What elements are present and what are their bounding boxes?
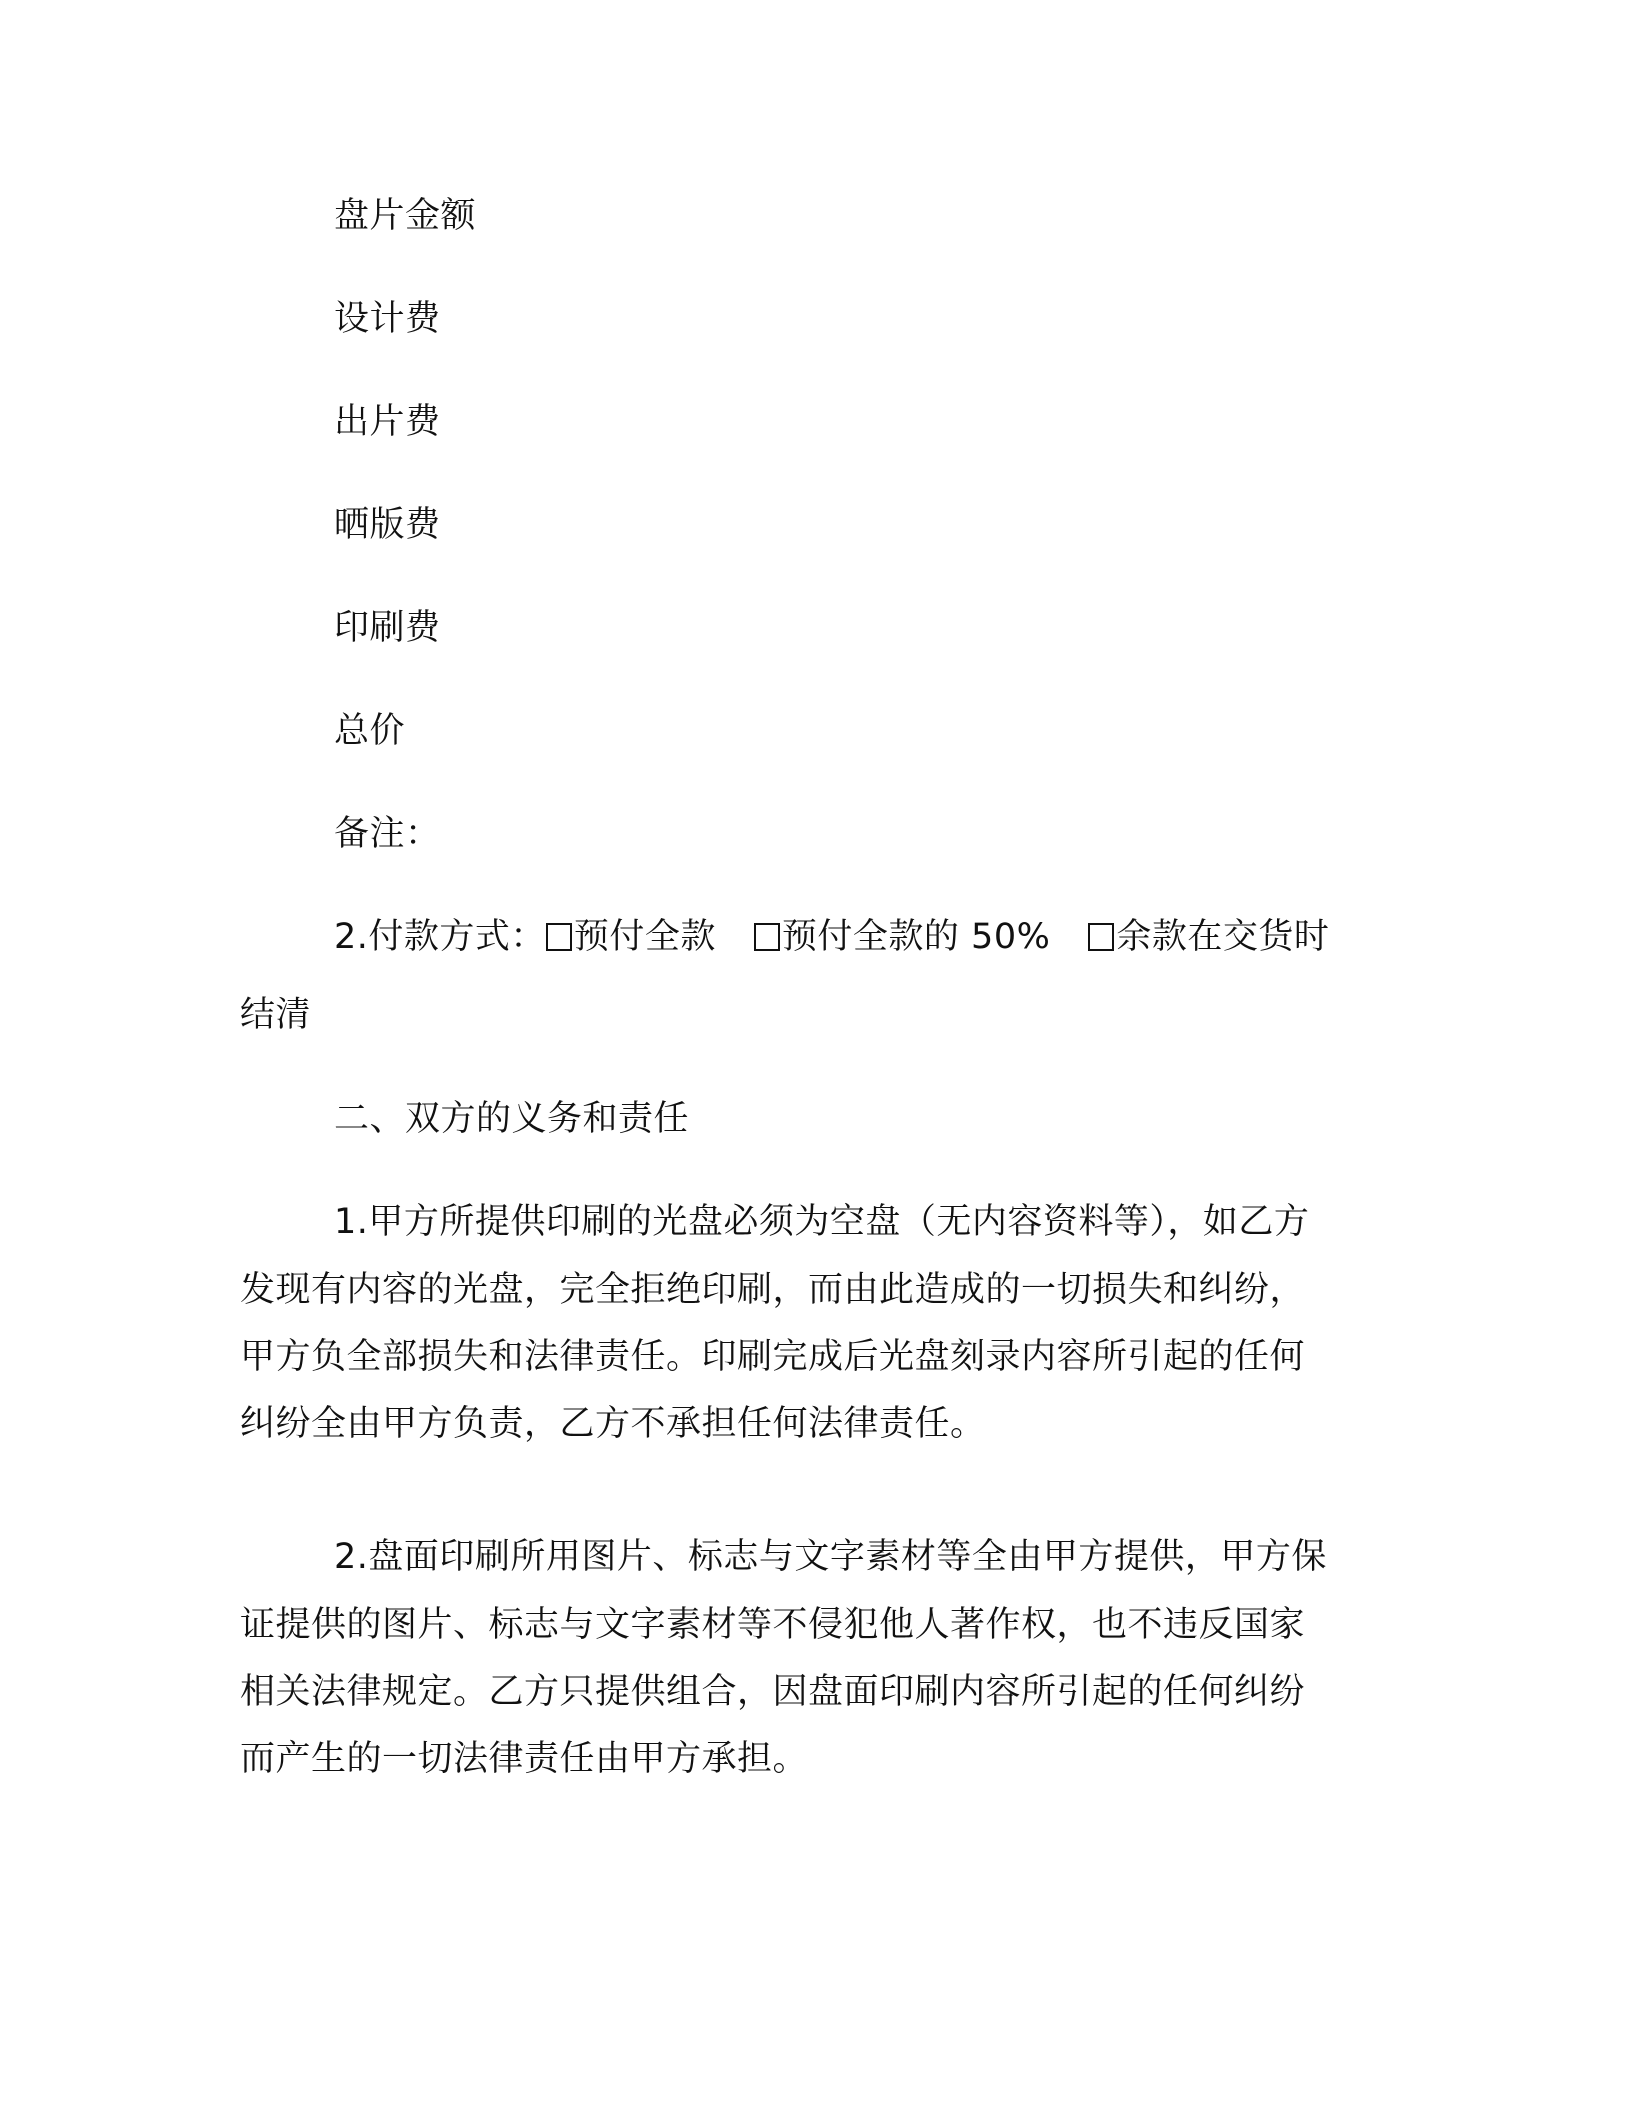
payment-option-full: 预付全款: [573, 917, 716, 957]
payment-option-balance: 余款在交货时: [1116, 917, 1330, 957]
checkbox-icon[interactable]: [546, 923, 572, 951]
checkbox-icon[interactable]: [754, 923, 780, 951]
clause1-line3: 甲方负全部损失和法律责任。印刷完成后光盘刻录内容所引起的任何: [240, 1337, 1306, 1377]
fee-item-plate-fee: 晒版费: [334, 505, 441, 545]
payment-option-half: 预付全款的 50%: [781, 917, 1051, 957]
clause2-line1: 2.盘面印刷所用图片、标志与文字素材等全由甲方提供，甲方保: [334, 1537, 1327, 1577]
fee-item-disc-amount: 盘片金额: [334, 196, 477, 236]
checkbox-icon[interactable]: [1088, 923, 1114, 951]
clause1-line2: 发现有内容的光盘，完全拒绝印刷，而由此造成的一切损失和纠纷，: [240, 1270, 1306, 1310]
payment-method-continuation: 结清: [240, 995, 312, 1035]
remark-label: 备注：: [334, 814, 441, 854]
section-heading: 二、双方的义务和责任: [334, 1099, 690, 1139]
clause2-line3: 相关法律规定。乙方只提供组合，因盘面印刷内容所引起的任何纠纷: [240, 1672, 1306, 1712]
fee-item-design-fee: 设计费: [334, 299, 441, 339]
fee-item-total-price: 总价: [334, 711, 406, 751]
clause1-line4: 纠纷全由甲方负责，乙方不承担任何法律责任。: [240, 1404, 986, 1444]
payment-method-label: 2.付款方式：: [334, 917, 546, 957]
clause2-line4: 而产生的一切法律责任由甲方承担。: [240, 1739, 809, 1779]
clause2-line2: 证提供的图片、标志与文字素材等不侵犯他人著作权，也不违反国家: [240, 1605, 1306, 1645]
fee-item-printing-fee: 印刷费: [334, 608, 441, 648]
fee-item-film-fee: 出片费: [334, 402, 441, 442]
payment-method-line: [334, 917, 1329, 957]
clause1-line1: 1.甲方所提供印刷的光盘必须为空盘（无内容资料等），如乙方: [334, 1202, 1310, 1242]
